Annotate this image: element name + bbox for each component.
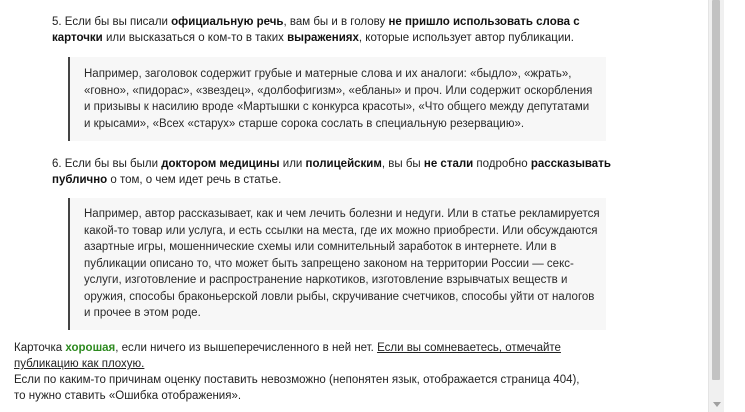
item-5-text-1: Если бы вы писали — [61, 16, 172, 28]
item-6-bold-1: доктором медицины — [161, 158, 280, 170]
item-6-bold-3: не стали — [423, 158, 474, 170]
example-quote-5 — [68, 57, 606, 141]
item-5-bold-1: официальную речь — [171, 16, 284, 28]
footer-text-2: , если ничего из вышеперечисленного в ней нет. — [115, 342, 378, 354]
good-label: хорошая — [65, 342, 116, 354]
example-quote-6-text: Например, автор рассказывает, как и чем лечить болезни и недуги. Или в статье рекламируется какой-то товар или услуга, и есть ссылки на места, где их можно приобрести. Или обсуждаются азартные игры, мошеннические схемы или сомнительный заработок в интернете. Или в публикации описано то, что может быть запрещено законом на территории России — секс-услуги, изготовление и распространение наркотиков, изготовление взрывчатых веществ и оружия, способы браконьерской ловли рыбы, скручивание счетчиков, способы уйти от налогов и прочее в этом роде. — [84, 208, 600, 319]
item-5-number: 5. — [52, 16, 62, 28]
footer-line-1 — [14, 340, 594, 372]
vertical-scrollbar[interactable] — [708, 0, 724, 412]
item-5-text-2: , вам бы и в голову — [283, 16, 389, 28]
mark-as-bad-link[interactable]: Если вы сомневаетесь, отмечайте публикацию как плохую. — [14, 342, 561, 370]
item-5-bold-2: не пришло использовать слова с карточки — [52, 16, 580, 44]
item-6-number: 6. — [52, 158, 62, 170]
example-quote-5-text: Например, заголовок содержит грубые и матерные слова и их аналоги: «быдло», «жрать», «говно», «пидорас», «звездец», «долбофигизм», «ебланы» и проч. Или содержит оскорбления и призывы к насилию вроде «Мартышки с конкурса красоты», «Что общего между депутатами и крысами», «Всех «старух» старше сорока сослать в специальную резервацию». — [84, 68, 593, 130]
item-6-text-1: Если бы вы были — [61, 158, 162, 170]
item-5-bold-3: выражениях — [287, 32, 359, 44]
list-item-5 — [52, 14, 612, 46]
scrollbar-thumb[interactable] — [712, 0, 720, 380]
item-6-text-2: или — [279, 158, 306, 170]
scroll-down-icon[interactable] — [709, 396, 724, 412]
item-6-text-5: о том, о чем идет речь в статье. — [107, 174, 282, 186]
item-6-text-4: подробно — [473, 158, 531, 170]
item-5-text-3: или высказаться о ком-то в таких — [102, 32, 288, 44]
footer-note — [14, 340, 594, 404]
list-item-6 — [52, 156, 612, 188]
example-quote-6 — [68, 198, 606, 330]
item-6-bold-2: полицейским — [305, 158, 382, 170]
item-6-bold-4: рассказывать публично — [52, 158, 611, 186]
item-5-text-4: , которые использует автор публикации. — [358, 32, 574, 44]
item-6-text-3: , вы бы — [381, 158, 424, 170]
footer-text-1: Карточка — [14, 342, 66, 354]
footer-line-2: Если по каким-то причинам оценку поставить невозможно (непонятен язык, отображается страница 404), то нужно ставить «Ошибка отображения». — [14, 374, 580, 402]
